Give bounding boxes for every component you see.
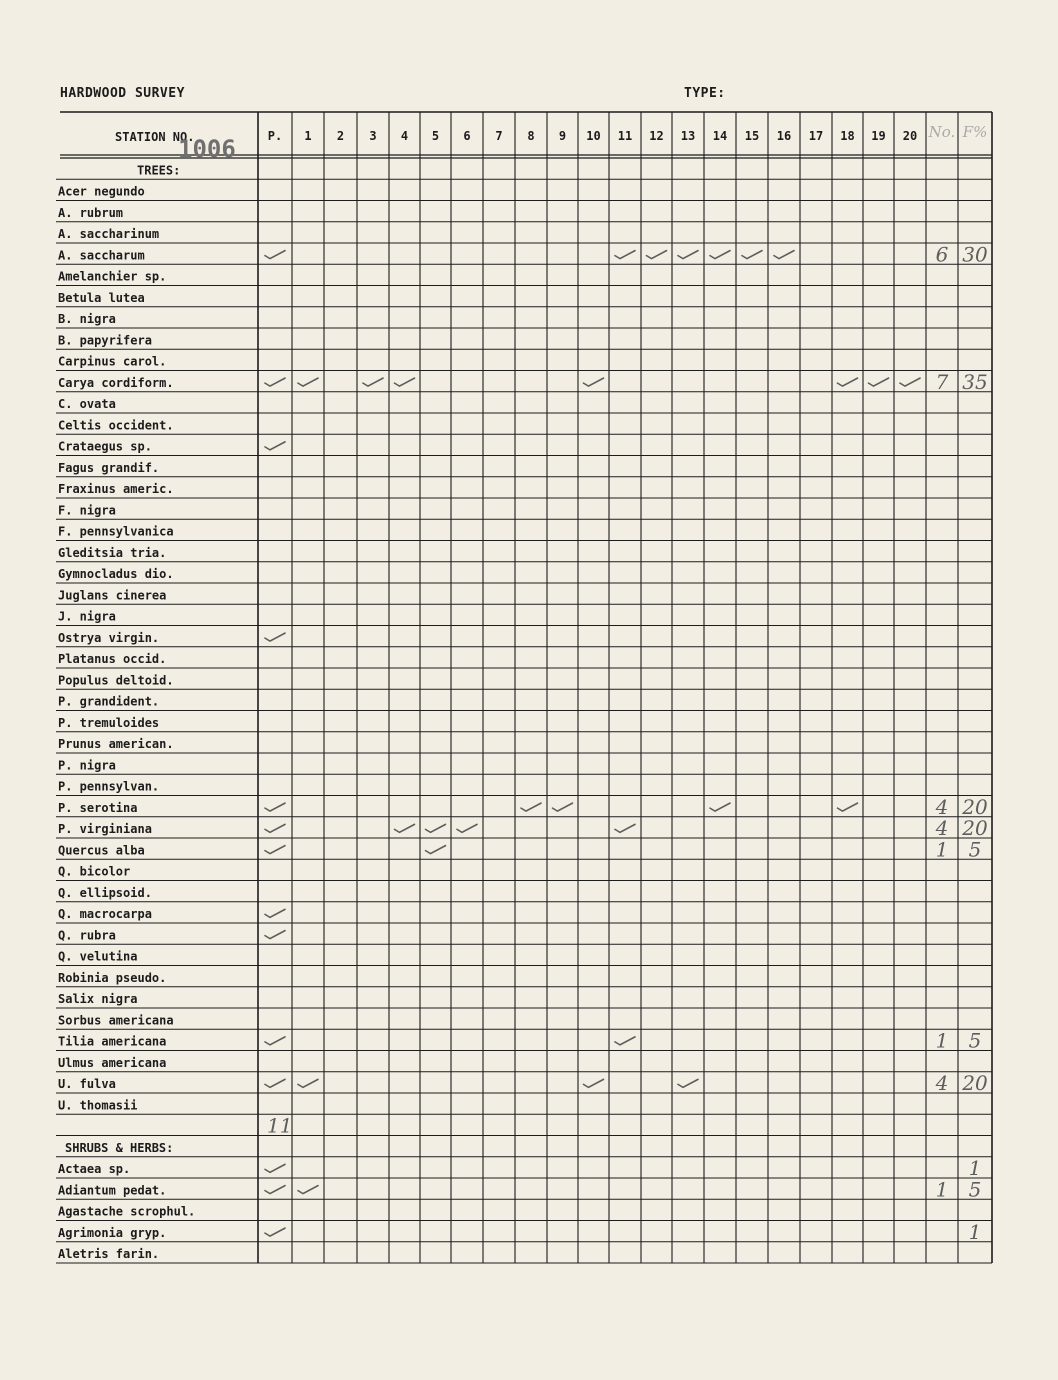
species-name: Celtis occident. [58,418,174,433]
species-name: Populus deltoid. [58,673,174,688]
p-check-mark [265,1037,285,1045]
station-check-mark [395,824,415,832]
section-heading: TREES: [137,163,181,178]
p-check-mark [265,931,285,939]
column-header-number: 17 [808,129,824,143]
species-name: A. saccharinum [58,227,160,241]
species-name: F. pennsylvanica [58,524,174,539]
species-name: Q. velutina [58,949,138,964]
station-check-mark [584,1079,604,1087]
species-name: Gleditsia tria. [58,545,167,560]
species-name: F. nigra [58,503,116,518]
species-name: Robinia pseudo. [58,970,167,985]
species-name: Actaea sp. [58,1162,131,1176]
p-check-mark [265,803,285,811]
station-check-mark [774,251,794,259]
station-check-mark [678,251,698,259]
station-check-mark [395,378,415,386]
station-check-mark [298,378,318,386]
column-header-number: 1 [304,129,312,143]
frequency-value: 5 [968,1028,982,1053]
species-name: B. nigra [58,312,116,326]
species-name: Quercus alba [58,843,145,858]
species-name: Betula lutea [58,290,145,305]
species-name: U. fulva [58,1077,116,1091]
station-check-mark [710,251,730,259]
station-check-mark [298,1079,318,1087]
column-header-p: P. [267,129,283,143]
count-value: 7 [935,369,949,394]
species-name: Salix nigra [58,992,138,1006]
station-check-mark [838,378,858,386]
count-value: 1 [935,837,949,862]
species-name: Agrimonia gryp. [58,1225,167,1240]
species-name: Juglans cinerea [58,588,167,603]
station-check-mark [838,803,858,811]
p-check-mark [265,378,285,386]
species-name: Adiantum pedat. [58,1183,167,1198]
frequency-value: 5 [968,1177,982,1202]
station-check-mark [521,803,541,811]
species-name: A. rubrum [58,205,124,220]
station-check-mark [363,378,383,386]
column-header-number: 15 [744,129,760,143]
station-check-mark [553,803,573,811]
station-label: STATION NO. [115,130,195,144]
station-check-mark [426,846,446,854]
species-name: P. nigra [58,758,116,773]
frequency-value: 1 [968,1156,982,1180]
column-header-number: 5 [431,129,440,143]
species-name: A. saccharum [58,248,145,263]
species-name: Prunus american. [58,737,174,751]
station-check-mark [615,1037,635,1045]
column-header-number: 4 [400,129,409,143]
species-name: Tilia americana [58,1034,167,1049]
column-header-number: 18 [840,129,855,143]
column-header-freq: F% [962,123,988,141]
type-label: TYPE: [684,86,726,101]
p-check-mark [265,1164,285,1172]
species-name: Fraxinus americ. [58,482,174,496]
species-name: Acer negundo [58,184,145,199]
p-check-mark [265,251,285,259]
species-name: Carya cordiform. [58,375,174,390]
count-value: 4 [935,816,949,840]
species-name: Sorbus americana [58,1013,174,1028]
section-heading: SHRUBS & HERBS: [65,1140,174,1155]
station-check-mark [869,378,889,386]
species-name: U. thomasii [58,1098,138,1113]
column-header-number: 9 [558,129,567,143]
station-check-mark [457,824,477,832]
species-name: Gymnocladus dio. [58,567,174,581]
station-check-mark [615,824,635,832]
p-check-mark [265,1079,285,1087]
species-name: Carpinus carol. [58,354,167,369]
species-name: Fagus grandif. [58,460,160,475]
species-name: B. papyrifera [58,333,152,348]
frequency-value: 20 [962,1071,988,1095]
column-header-number: 16 [776,129,792,143]
species-name: P. tremuloides [58,715,160,730]
station-check-mark [298,1186,318,1194]
count-value: 4 [935,794,949,819]
species-name: P. serotina [58,800,138,815]
column-header-no: No. [928,123,956,141]
frequency-value: 30 [962,242,988,267]
column-header-number: 11 [617,129,633,143]
form-title: HARDWOOD SURVEY [60,86,185,101]
species-name: P. pennsylvan. [58,779,160,794]
frequency-value: 1 [968,1219,982,1244]
station-check-mark [647,251,667,259]
p-check-mark [265,1228,285,1236]
column-header-number: 7 [495,129,503,143]
frequency-value: 20 [962,794,988,819]
species-name: Amelanchier sp. [58,269,167,284]
p-check-mark [265,824,285,832]
station-check-mark [678,1079,698,1087]
column-header-number: 13 [680,129,696,143]
frequency-value: 20 [962,816,988,840]
p-check-mark [265,1186,285,1194]
station-check-mark [710,803,730,811]
count-value: 1 [935,1177,949,1202]
column-header-number: 20 [902,129,918,143]
column-header-number: 6 [463,129,471,143]
column-header-number: 19 [871,129,886,143]
count-value: 1 [935,1028,949,1053]
species-name: Crataegus sp. [58,439,152,454]
species-name: P. grandident. [58,694,160,709]
station-number: 1006 [178,135,236,163]
frequency-value: 35 [962,369,988,394]
species-name: Agastache scrophul. [58,1204,196,1219]
species-name: Q. ellipsoid. [58,885,152,900]
species-name: P. virginiana [58,822,152,836]
species-name: Q. macrocarpa [58,907,152,921]
p-check-mark [265,846,285,854]
species-name: Ostrya virgin. [58,630,160,645]
species-name: C. ovata [58,397,116,411]
column-header-number: 2 [336,129,345,143]
station-check-mark [742,251,762,259]
column-header-number: 14 [712,129,728,143]
column-header-number: 8 [527,129,535,143]
species-name: J. nigra [58,609,116,624]
count-value: 4 [935,1071,949,1095]
species-name: Q. bicolor [58,864,131,879]
species-name: Ulmus americana [58,1055,167,1070]
frequency-value: 5 [968,837,982,862]
column-header-number: 10 [586,129,601,143]
column-header-number: 3 [369,129,377,143]
p-check-mark [265,909,285,917]
p-check-mark [265,442,285,450]
species-name: Platanus occid. [58,652,167,666]
species-name: Q. rubra [58,928,116,943]
station-check-mark [584,378,604,386]
station-check-mark [900,378,920,386]
station-check-mark [615,251,635,259]
species-name: Aletris farin. [58,1247,160,1261]
count-value: 6 [935,242,949,267]
station-check-mark [426,824,446,832]
p-check-mark [265,633,285,641]
column-header-number: 12 [649,129,664,143]
p-tally: 11 [267,1113,293,1138]
